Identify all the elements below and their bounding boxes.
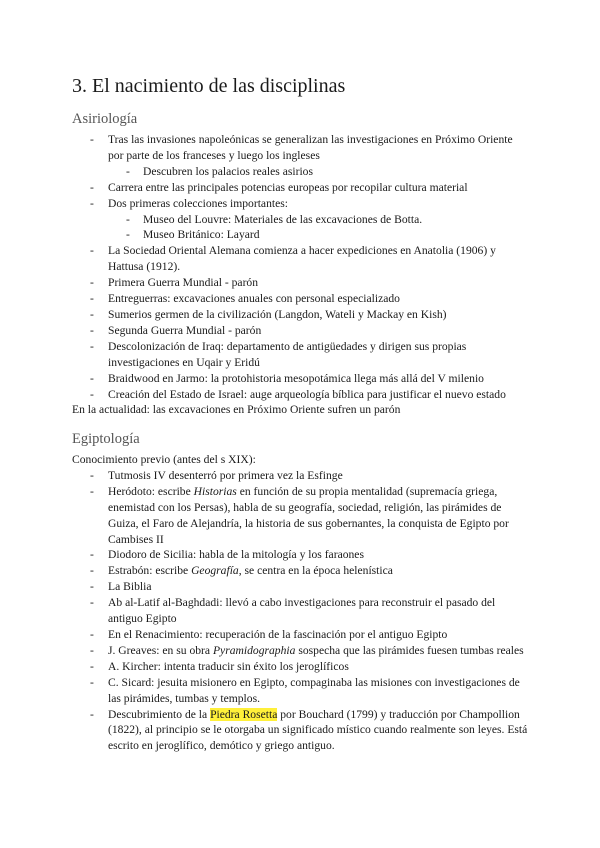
list-item: - Segunda Guerra Mundial - parón (72, 323, 528, 339)
list-item: - Sumerios germen de la civilización (Langdon, Wateli y Mackay en Kish) (72, 307, 528, 323)
list-item (72, 659, 528, 675)
list-item: - Primera Guerra Mundial - parón (72, 275, 528, 291)
italic-title: Historias (193, 484, 237, 498)
list-item (72, 707, 528, 755)
list-item: - Entreguerras: excavaciones anuales con personal especializado (72, 291, 528, 307)
list-item (72, 595, 528, 627)
list-item (72, 643, 528, 659)
asiriologia-closing: En la actualidad: las excavaciones en Próximo Oriente sufren un parón (72, 403, 401, 417)
italic-title: Pyramidographia (212, 643, 296, 657)
section-heading-asiriologia: Asiriología (72, 111, 138, 127)
list-item (72, 563, 528, 579)
list-item: - La Sociedad Oriental Alemana comienza a hacer expediciones en Anatolia (1906) y Hattusa (1912). (72, 243, 528, 275)
list-item: - Braidwood en Jarmo: la protohistoria mesopotámica llega más allá del V milenio (72, 371, 528, 387)
text-run: La Biblia (108, 580, 152, 594)
text-run: J. Greaves: en su obra (108, 643, 213, 657)
text-run: Tutmosis IV desenterró por primera vez la Esfinge (108, 468, 343, 482)
sub-list-item: - Museo Británico: Layard (72, 227, 528, 243)
list-item: - Creación del Estado de Israel: auge arqueología bíblica para justificar el nuevo estado (72, 387, 528, 403)
egiptologia-list (72, 468, 528, 754)
highlighted-text: Piedra Rosetta (210, 707, 278, 721)
sub-list-item: - Museo del Louvre: Materiales de las excavaciones de Botta. (72, 212, 528, 228)
text-run: Heródoto: escribe (108, 484, 194, 498)
text-run: por Bouchard (1799) y traducción por Champollion (1822), al principio se le otorgaba un significado místico cuando realmente son leyes. Está escrito en jeroglífico, demótico y griego antiguo. (108, 707, 528, 753)
list-item (72, 468, 528, 484)
text-run: C. Sicard: jesuita misionero en Egipto, compaginaba las misiones con investigaciones de las pirámides, tumbas y templos. (108, 675, 520, 705)
text-run: Descubrimiento de la (108, 707, 211, 721)
list-item: - Descolonización de Iraq: departamento de antigüedades y dirigen sus propias investigaciones en Uqair y Eridú (72, 339, 528, 371)
text-run: en función de su propia mentalidad (supremacía griega, enemistad con los Persas), habla de su geografía, sociedad, religión, las pirámides de Guiza, el Faro de Alejandría, la historia de sus gobernantes, la conquista de Egipto por Cambises II (108, 484, 509, 546)
text-run: , se centra en la época helenística (238, 564, 393, 578)
list-item: - Carrera entre las principales potencias europeas por recopilar cultura material (72, 180, 528, 196)
text-run: En el Renacimiento: recuperación de la fascinación por el antiguo Egipto (108, 627, 448, 641)
text-run: Estrabón: escribe (108, 564, 192, 578)
text-run: sospecha que las pirámides fuesen tumbas reales (295, 643, 524, 657)
egiptologia-intro: Conocimiento previo (antes del s XIX): (72, 453, 256, 466)
list-item: - Dos primeras colecciones importantes: (72, 196, 528, 212)
text-run: Diodoro de Sicilia: habla de la mitología y los faraones (108, 548, 364, 562)
asiriologia-list (72, 132, 528, 402)
section-egiptologia (72, 430, 528, 754)
page-title: 3. El nacimiento de las disciplinas (72, 75, 346, 97)
italic-title: Geografía (191, 564, 239, 578)
section-heading-egiptologia: Egiptología (72, 431, 140, 447)
list-item (72, 547, 528, 563)
text-run: A. Kircher: intenta traducir sin éxito los jeroglíficos (108, 659, 349, 673)
list-item (72, 484, 528, 548)
list-item: - Tras las invasiones napoleónicas se generalizan las investigaciones en Próximo Oriente por parte de los franceses y luego los ingleses (72, 132, 528, 164)
list-item (72, 675, 528, 707)
section-asiriologia (72, 110, 528, 418)
sub-list-item: - Descubren los palacios reales asirios (72, 164, 528, 180)
list-item (72, 579, 528, 595)
text-run: Ab al-Latif al-Baghdadi: llevó a cabo investigaciones para reconstruir el pasado del antiguo Egipto (108, 596, 496, 626)
list-item (72, 627, 528, 643)
